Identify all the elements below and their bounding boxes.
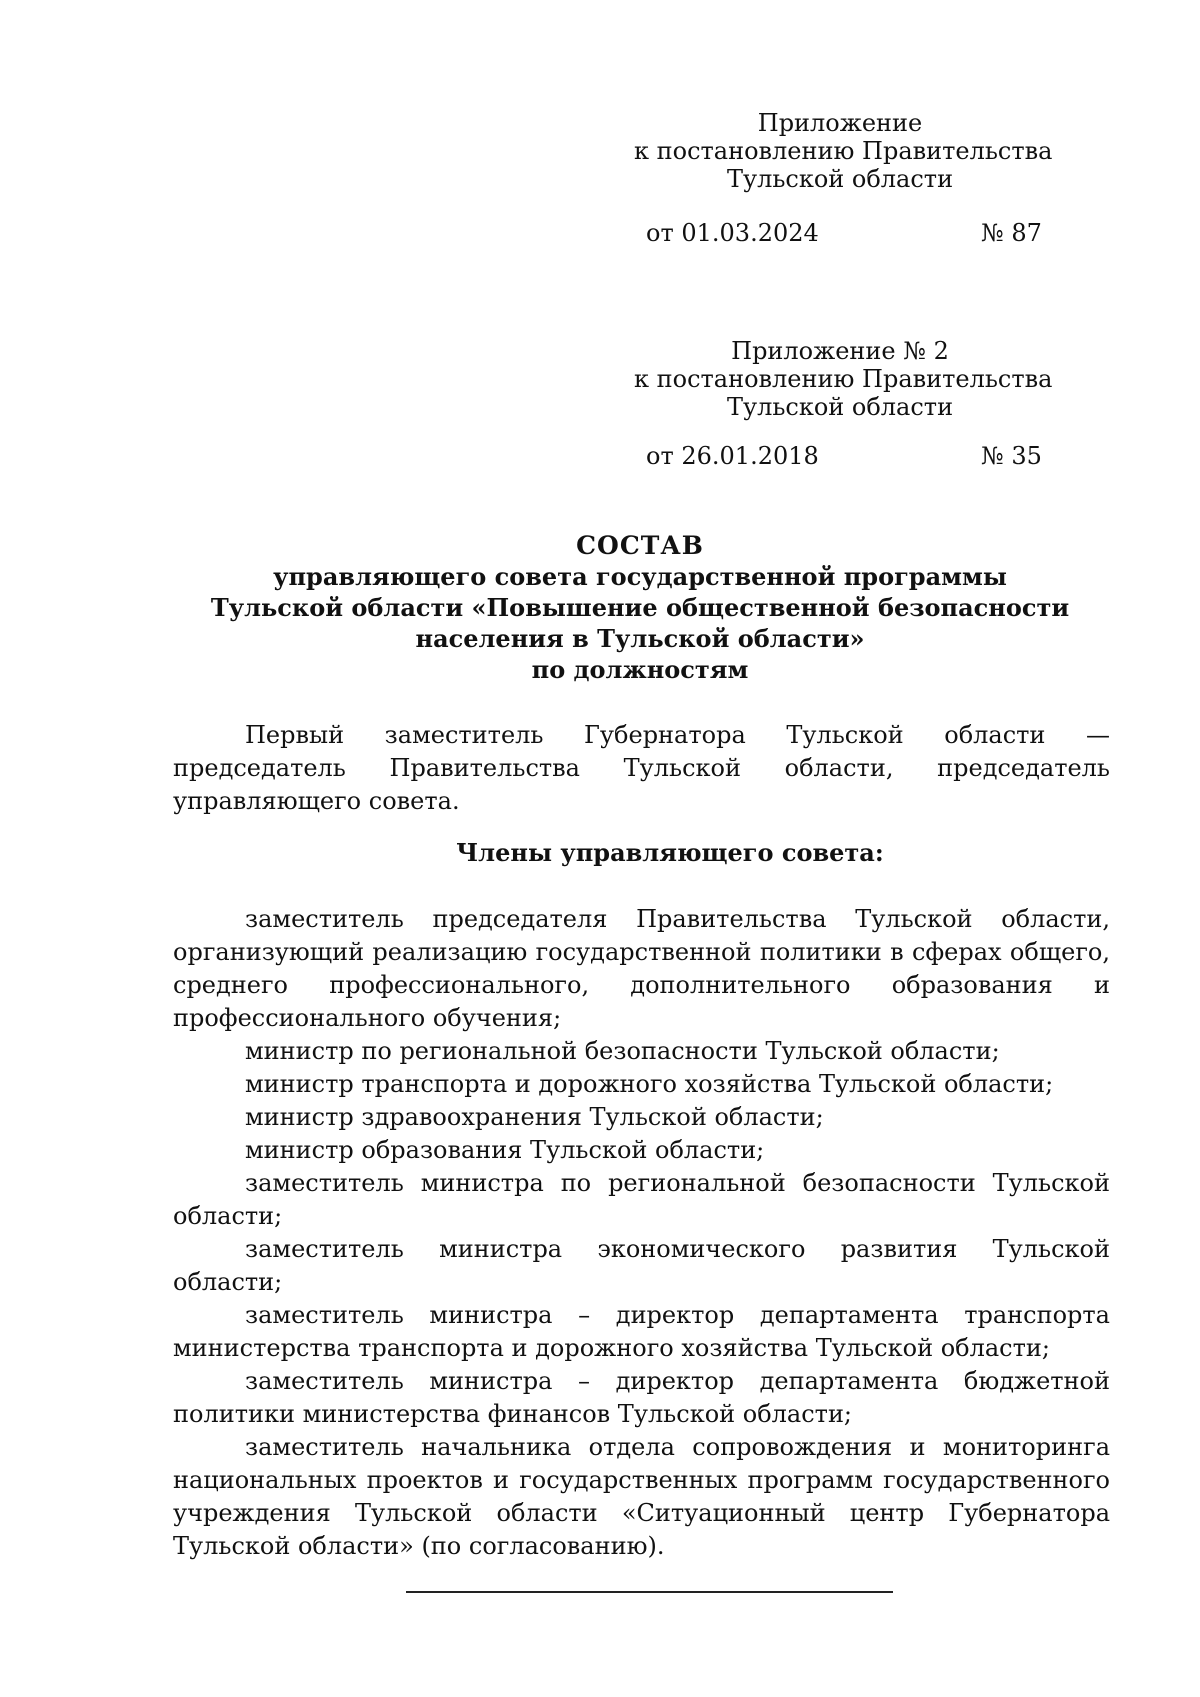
list-item: заместитель министра по региональной безопасности Тульской области; <box>173 1169 1110 1230</box>
appendix-original-ref: к постановлению Правительства <box>634 365 1053 393</box>
appendix-current-number: № 87 <box>981 219 1042 247</box>
list-item: министр образования Тульской области; <box>245 1136 765 1164</box>
appendix-original-number: № 35 <box>981 442 1042 470</box>
appendix-original-region: Тульской области <box>726 393 954 421</box>
appendix-original-date: от 26.01.2018 <box>646 442 819 470</box>
members-heading: Члены управляющего совета: <box>456 838 884 867</box>
title-main: СОСТАВ <box>576 531 704 560</box>
list-item: министр транспорта и дорожного хозяйства Тульской области; <box>245 1070 1054 1098</box>
appendix-original-dateline <box>646 442 1046 470</box>
list-item: заместитель министра экономического развития Тульской области; <box>173 1235 1110 1296</box>
list-item: заместитель председателя Правительства Тульской области, организующий реализацию государственной политики в сферах общего, среднего профессионального, дополнительного образования и профессионального обучения; <box>173 905 1110 1032</box>
appendix-current-date: от 01.03.2024 <box>646 219 819 247</box>
appendix-current-dateline <box>646 219 1046 247</box>
title-line-5: по должностям <box>531 655 749 684</box>
list-item: заместитель начальника отдела сопровождения и мониторинга национальных проектов и государственных программ государственного учреждения Тульской области «Ситуационный центр Губернатора Тульской области» (по согласованию). <box>173 1433 1110 1560</box>
appendix-current-region: Тульской области <box>726 165 954 193</box>
list-item: министр по региональной безопасности Тульской области; <box>245 1037 1000 1065</box>
appendix-original <box>634 337 1053 421</box>
title-line-2: управляющего совета государственной программы <box>273 562 1007 591</box>
members-list <box>173 903 1110 1563</box>
document-title <box>170 530 1110 685</box>
title-line-3: Тульской области «Повышение общественной безопасности <box>210 593 1070 622</box>
end-divider <box>406 1591 893 1593</box>
appendix-original-title: Приложение № 2 <box>731 337 949 365</box>
chairman-paragraph: Первый заместитель Губернатора Тульской области — председатель Правительства Тульской области, председатель управляющего совета. <box>173 721 1110 815</box>
list-item: министр здравоохранения Тульской области; <box>245 1103 824 1131</box>
appendix-current-ref: к постановлению Правительства <box>634 137 1053 165</box>
list-item: заместитель министра – директор департамента транспорта министерства транспорта и дорожного хозяйства Тульской области; <box>173 1301 1110 1362</box>
appendix-current <box>634 109 1053 193</box>
list-item: заместитель министра – директор департамента бюджетной политики министерства финансов Тульской области; <box>173 1367 1110 1428</box>
appendix-current-title: Приложение <box>757 109 923 137</box>
title-line-4: населения в Тульской области» <box>415 624 865 653</box>
